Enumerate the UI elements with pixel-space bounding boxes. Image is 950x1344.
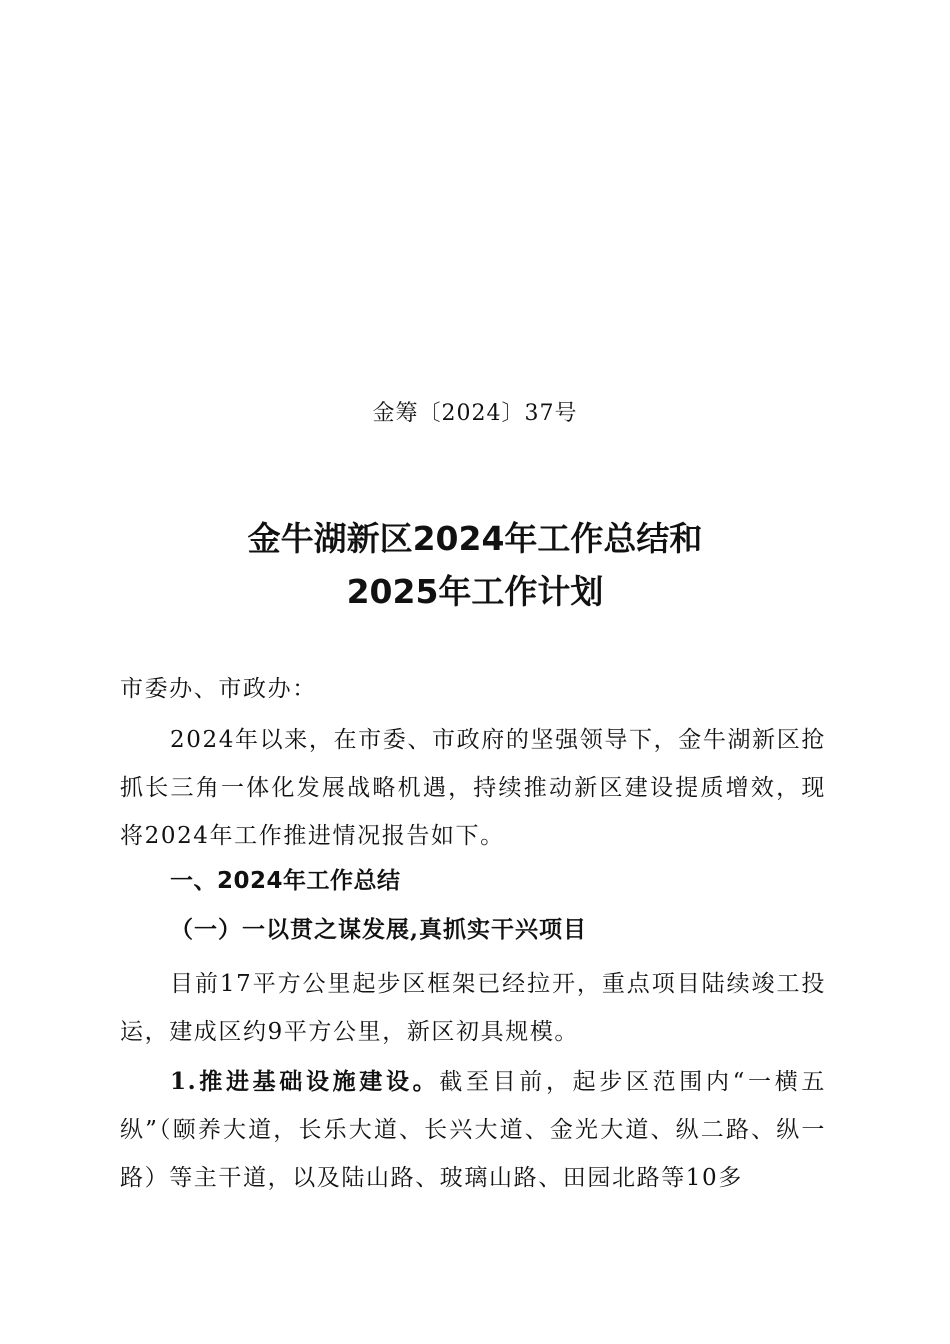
paragraph-item-1 — [120, 1058, 826, 1202]
intro-paragraph: 2024年以来，在市委、市政府的坚强领导下，金牛湖新区抢抓长三角一体化发展战略机遇，持续推动新区建设提质增效，现将2024年工作推进情况报告如下。 — [120, 727, 826, 849]
title-line-2: 2025年工作计划 — [346, 572, 604, 611]
section-heading-1: 一、2024年工作总结 — [170, 868, 401, 894]
title-line-1: 金牛湖新区2024年工作总结和 — [247, 519, 703, 558]
paragraph-2: 目前17平方公里起步区框架已经拉开，重点项目陆续竣工投运，建成区约9平方公里，新区初具规模。 — [120, 971, 826, 1045]
subsection-heading-1: （一）一以贯之谋发展,真抓实干兴项目 — [170, 916, 588, 943]
document-title — [0, 512, 950, 618]
item-1-lead: 1.推进基础设施建设。 — [170, 1068, 440, 1095]
item-1-text: 截至目前，起步区范围内“一横五纵”（颐养大道，长乐大道、长兴大道、金光大道、纵二路、纵一路）等主干道，以及陆山路、玻璃山路、田园北路等10多 — [120, 1069, 826, 1191]
document-number: 金筹〔2024〕37号 — [372, 401, 578, 426]
salutation: 市委办、市政办： — [120, 676, 317, 702]
